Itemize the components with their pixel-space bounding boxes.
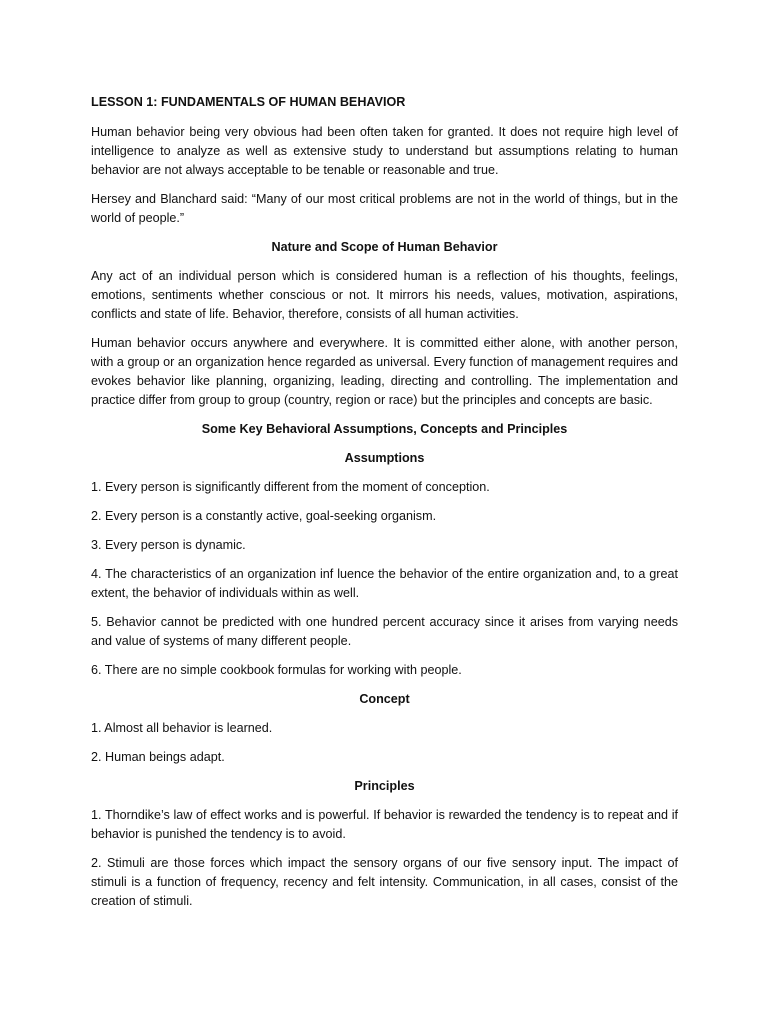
concept-heading: Concept <box>359 692 410 706</box>
quote-paragraph: Hersey and Blanchard said: “Many of our most critical problems are not in the world of things, but in the world of people.” <box>91 192 678 225</box>
concept-item: 2. Human beings adapt. <box>91 750 225 764</box>
lesson-title: LESSON 1: FUNDAMENTALS OF HUMAN BEHAVIOR <box>91 95 406 109</box>
assumption-item: 3. Every person is dynamic. <box>91 538 246 552</box>
assumptions-heading: Assumptions <box>344 451 425 465</box>
principle-item: 2. Stimuli are those forces which impact the sensory organs of our five sensory input. The impact of stimuli is a function of frequency, recency and felt intensity. Communication, in all cases, consist of the creation of stimuli. <box>91 856 678 908</box>
assumption-item: 4. The characteristics of an organization inf luence the behavior of the entire organization and, to a great extent, the behavior of individuals within as well. <box>91 567 678 600</box>
nature-paragraph: Any act of an individual person which is considered human is a reflection of his thoughts, feelings, emotions, sentiments whether conscious or not. It mirrors his needs, values, motivation, aspirations, conflicts and state of life. Behavior, therefore, consists of all human activities. <box>91 269 678 321</box>
assumption-item: 2. Every person is a constantly active, goal-seeking organism. <box>91 509 437 523</box>
principles-heading: Principles <box>354 779 415 793</box>
assumption-item: 6. There are no simple cookbook formulas for working with people. <box>91 663 462 677</box>
assumption-item: 5. Behavior cannot be predicted with one hundred percent accuracy since it arises from varying needs and value of systems of many different people. <box>91 615 678 648</box>
principle-item: 1. Thorndike’s law of effect works and is powerful. If behavior is rewarded the tendency is to repeat and if behavior is punished the tendency is to avoid. <box>91 808 678 841</box>
assumption-item: 1. Every person is significantly different from the moment of conception. <box>91 480 490 494</box>
intro-paragraph: Human behavior being very obvious had been often taken for granted. It does not require high level of intelligence to analyze as well as extensive study to understand but assumptions relating to human behavior are not always acceptable to be tenable or reasonable and true. <box>91 125 678 177</box>
nature-heading: Nature and Scope of Human Behavior <box>271 240 498 254</box>
concept-item: 1. Almost all behavior is learned. <box>91 721 273 735</box>
nature-paragraph: Human behavior occurs anywhere and everywhere. It is committed either alone, with another person, with a group or an organization hence regarded as universal. Every function of management requires and evokes behavior like planning, organizing, leading, directing and controlling. The implementation and practice differ from group to group (country, region or race) but the principles and concepts are basic. <box>91 336 678 407</box>
key-heading: Some Key Behavioral Assumptions, Concepts and Principles <box>201 422 568 436</box>
